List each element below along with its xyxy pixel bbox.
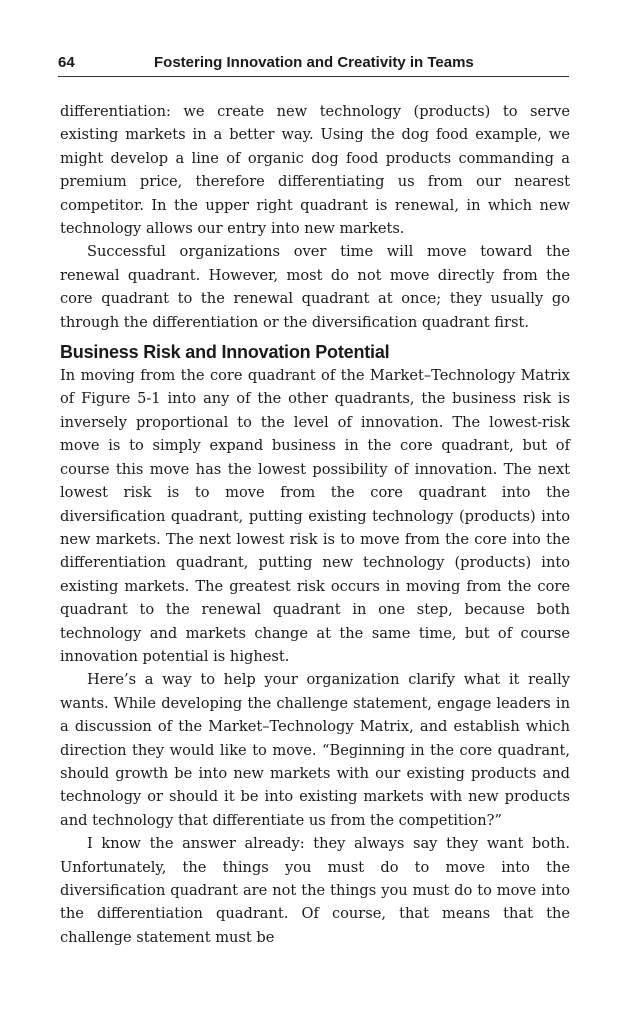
section-heading: Business Risk and Innovation Potential	[60, 342, 390, 363]
paragraph: I know the answer already: they always say they want both. Unfortunately, the things you must do to move into the diversification quadrant are not the things you must do to move into the differentiation quadrant. Of course, that means that the challenge statement must be	[60, 835, 570, 946]
paragraph: Successful organizations over time will move toward the renewal quadrant. However, most do not move directly from the core quadrant to the renewal quadrant at once; they usually go through the differentiation or the diversification quadrant first.	[60, 243, 570, 331]
body-text	[60, 100, 570, 949]
paragraph: In moving from the core quadrant of the Market–Technology Matrix of Figure 5-1 into any of the other quadrants, the business risk is inversely proportional to the level of innovation. The lowest-risk move is to simply expand business in the core quadrant, but of course this move has the lowest possibility of innovation. The next lowest risk is to move from the core quadrant into the diversification quadrant, putting existing technology (products) into new markets. The next lowest risk is to move from the core into the differentiation quadrant, putting new technology (products) into existing markets. The greatest risk occurs in moving from the core quadrant to the renewal quadrant in one step, because both technology and markets change at the same time, but of course innovation potential is highest.	[60, 367, 570, 665]
page-number: 64	[58, 54, 75, 71]
paragraph: Here’s a way to help your organization clarify what it really wants. While developing the challenge statement, engage leaders in a discussion of the Market–Technology Matrix, and establish which direction they would like to move. “Beginning in the core quadrant, should growth be into new markets with our existing products and technology or should it be into existing markets with new products and technology that differentiate us from the competition?”	[60, 671, 570, 829]
book-title: Fostering Innovation and Creativity in Teams	[154, 54, 474, 71]
running-head	[58, 52, 569, 77]
paragraph: differentiation: we create new technology (products) to serve existing markets in a better way. Using the dog food example, we might develop a line of organic dog food products commanding a premium price, therefore differentiating us from our nearest competitor. In the upper right quadrant is renewal, in which new technology allows our entry into new markets.	[60, 103, 570, 238]
